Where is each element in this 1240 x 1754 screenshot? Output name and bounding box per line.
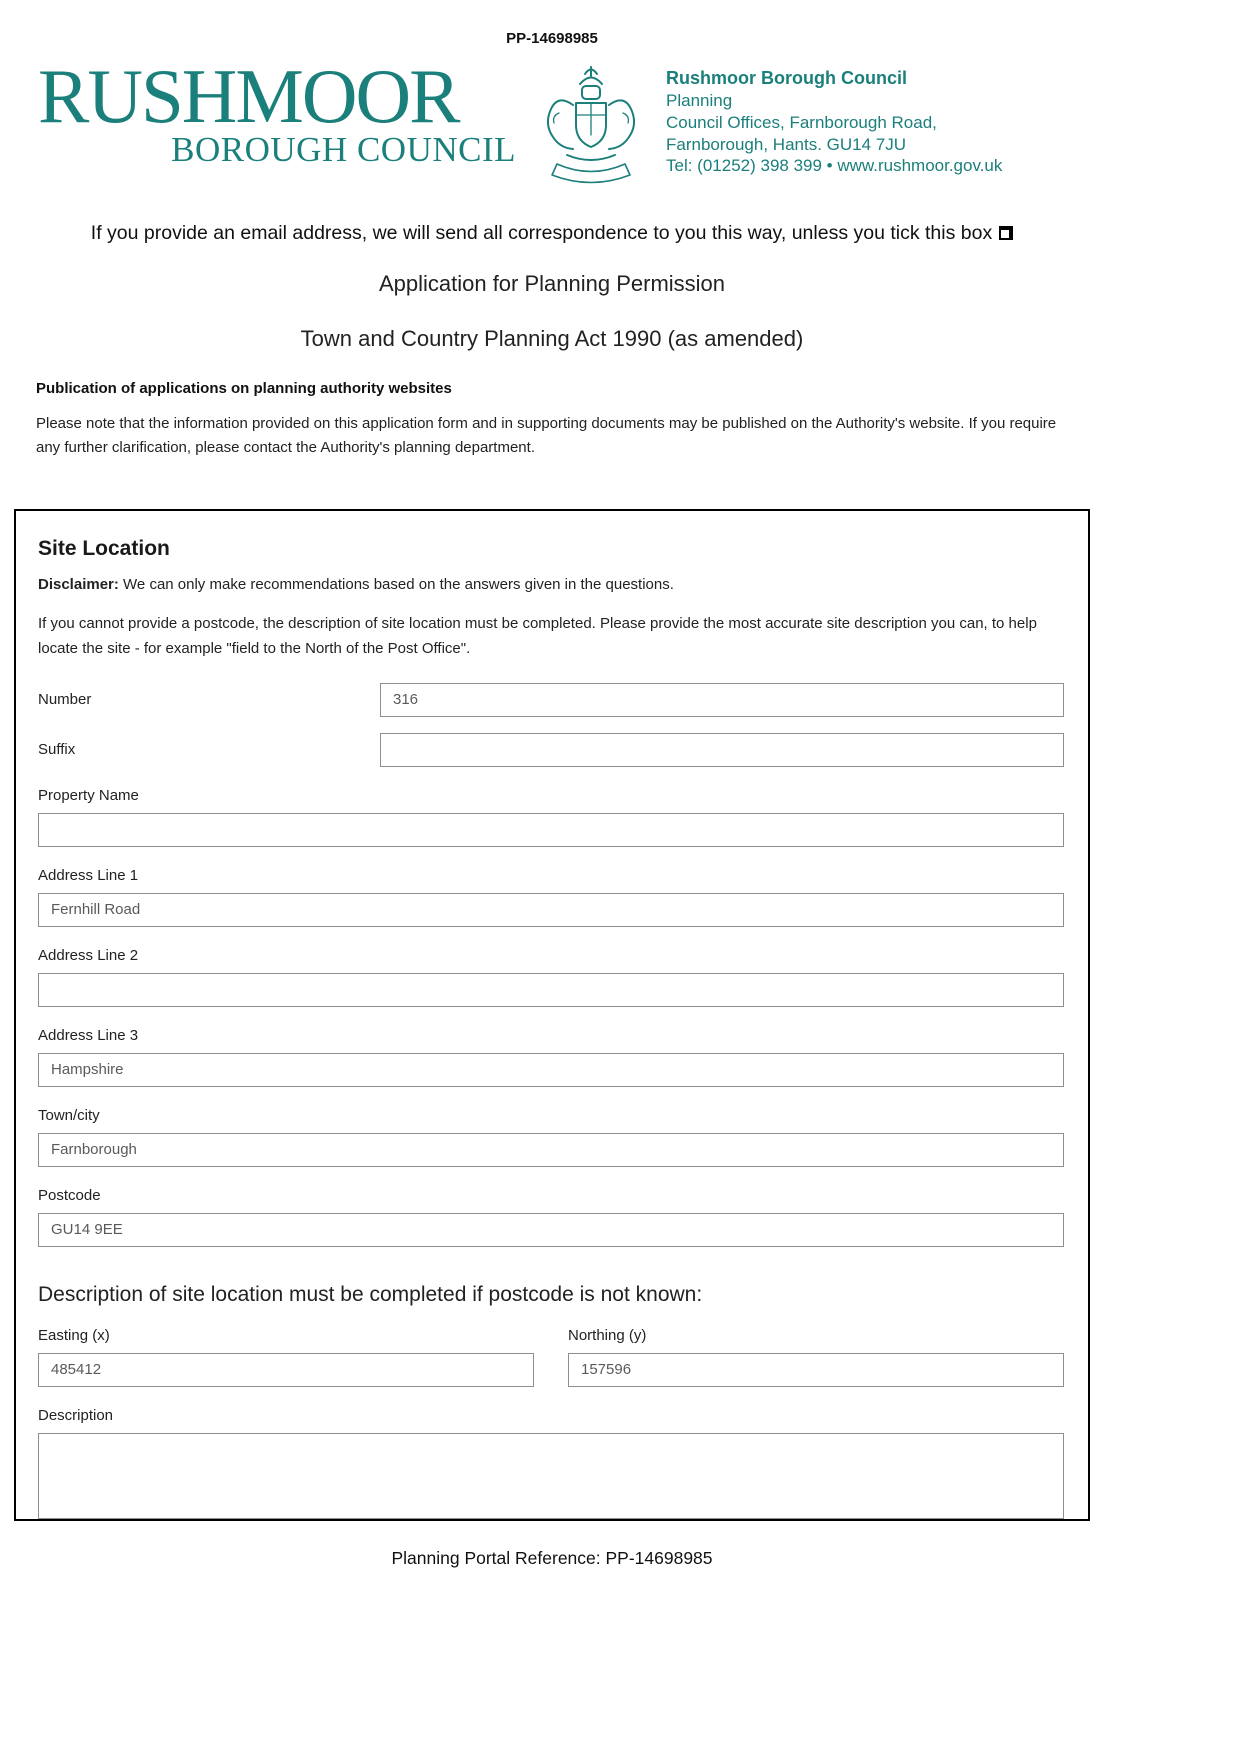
planning-portal-reference-top: PP-14698985 [506, 30, 598, 47]
site-location-heading: Site Location [38, 536, 170, 560]
description-textarea[interactable] [38, 1433, 1064, 1519]
site-location-section [14, 509, 1090, 1521]
council-contact-block [666, 61, 1058, 177]
postcode-input[interactable] [38, 1213, 1064, 1247]
disclaimer-label: Disclaimer: [38, 575, 119, 593]
postcode-label: Postcode [38, 1186, 101, 1204]
easting-input[interactable] [38, 1353, 534, 1387]
property-name-label: Property Name [38, 786, 139, 804]
email-correspondence-notice [0, 222, 1104, 245]
disclaimer-line [38, 576, 1064, 593]
northing-label: Northing (y) [568, 1326, 647, 1344]
easting-field-group [38, 1307, 534, 1387]
disclaimer-text: We can only make recommendations based on the answers given in the questions. [118, 575, 674, 593]
publication-heading: Publication of applications on planning authority websites [36, 380, 452, 397]
number-label: Number [38, 690, 92, 708]
council-contact-line: Tel: (01252) 398 399 • www.rushmoor.gov.uk [666, 156, 1003, 176]
council-address-line2: Farnborough, Hants. GU14 7JU [666, 134, 907, 154]
number-input[interactable] [380, 683, 1064, 717]
email-optout-checkbox[interactable] [999, 226, 1013, 240]
council-address-line1: Council Offices, Farnborough Road, [666, 112, 937, 132]
description-requirement-heading: Description of site location must be completed if postcode is not known: [38, 1282, 703, 1306]
property-name-input[interactable] [38, 813, 1064, 847]
site-location-instructions: If you cannot provide a postcode, the description of site location must be completed. Please provide the most accurate site description you can, to help locate the site - for example "field to the North of the Post Office". [38, 614, 1037, 657]
address-line-1-input[interactable] [38, 893, 1064, 927]
form-subtitle: Town and Country Planning Act 1990 (as amended) [300, 326, 804, 351]
council-department: Planning [666, 91, 733, 111]
suffix-input[interactable] [380, 733, 1064, 767]
planning-portal-reference-footer: Planning Portal Reference: PP-14698985 [391, 1547, 713, 1568]
northing-field-group [568, 1307, 1064, 1387]
address-line-3-input[interactable] [38, 1053, 1064, 1087]
coordinates-row [38, 1307, 1064, 1387]
town-city-input[interactable] [38, 1133, 1064, 1167]
town-city-label: Town/city [38, 1106, 100, 1124]
email-notice-text: If you provide an email address, we will send all correspondence to you this way, unless you tick this box [90, 222, 993, 244]
council-logo-main-text: RUSHMOOR [38, 53, 459, 139]
council-logo-sub-text: BOROUGH COUNCIL [171, 129, 516, 169]
address-line-2-label: Address Line 2 [38, 946, 139, 964]
number-field-row [38, 683, 1064, 717]
address-line-1-label: Address Line 1 [38, 866, 139, 884]
suffix-field-row [38, 733, 1064, 767]
easting-label: Easting (x) [38, 1326, 110, 1344]
northing-input[interactable] [568, 1353, 1064, 1387]
address-line-3-label: Address Line 3 [38, 1026, 139, 1044]
suffix-label: Suffix [38, 740, 76, 758]
publication-text: Please note that the information provided on this application form and in supporting documents may be published on the Authority's website. If you require any further clarification, please contact the Authority's planning department. [36, 415, 1057, 457]
form-title: Application for Planning Permission [378, 271, 726, 296]
description-label: Description [38, 1406, 114, 1424]
council-name: Rushmoor Borough Council [666, 68, 907, 88]
council-logo [38, 53, 516, 170]
council-crest-icon [530, 61, 652, 198]
council-header [0, 47, 1104, 198]
address-line-2-input[interactable] [38, 973, 1064, 1007]
